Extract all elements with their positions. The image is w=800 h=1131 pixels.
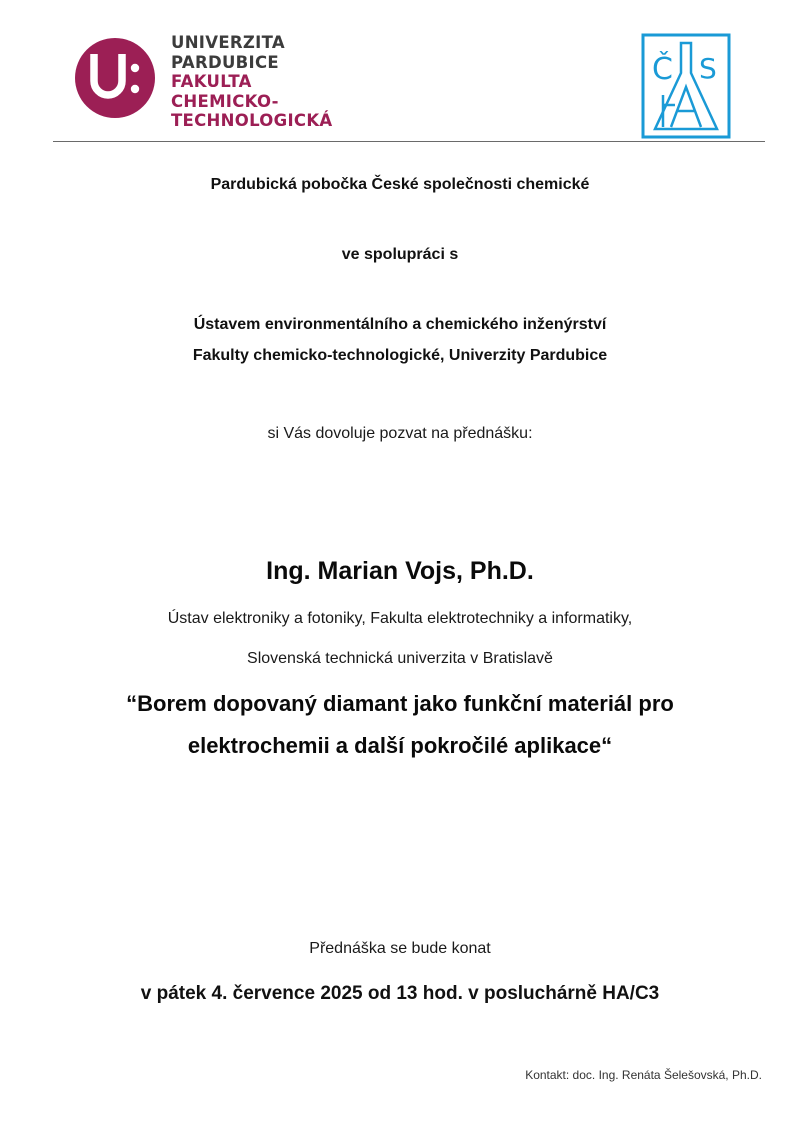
organizer: Pardubická pobočka České společnosti chemické bbox=[210, 176, 590, 193]
chemical-society-logo-icon bbox=[641, 33, 731, 139]
logo-line-2: PARDUBICE bbox=[171, 52, 279, 72]
invite-text: si Vás dovoluje pozvat na přednášku: bbox=[267, 425, 533, 442]
university-logo-text bbox=[171, 33, 332, 131]
university-logo-icon bbox=[74, 37, 156, 119]
chemical-society-logo bbox=[641, 33, 731, 139]
institute-line-2: Fakulty chemicko-technologické, Univerzity Pardubice bbox=[192, 347, 608, 364]
event-intro: Přednáška se bude konat bbox=[309, 940, 491, 957]
institute-line-1: Ústavem environmentálního a chemického inženýrství bbox=[193, 316, 607, 333]
cooperation-text: ve spolupráci s bbox=[341, 246, 459, 263]
lecture-title-line-1: “Borem dopovaný diamant jako funkční materiál pro bbox=[126, 691, 674, 716]
logo-line-5: TECHNOLOGICKÁ bbox=[171, 111, 333, 130]
logo-line-1: UNIVERZITA bbox=[171, 33, 285, 52]
svg-text:Č: Č bbox=[652, 52, 673, 87]
lecture-title-line-2: elektrochemii a další pokročilé aplikace“ bbox=[187, 733, 613, 758]
event-date-place: v pátek 4. července 2025 od 13 hod. v posluchárně HA/C3 bbox=[140, 983, 660, 1004]
logo-line-3: FAKULTA bbox=[171, 72, 252, 91]
affiliation-line-1: Ústav elektroniky a fotoniky, Fakulta elektrotechniky a informatiky, bbox=[167, 610, 633, 627]
affiliation-line-2: Slovenská technická univerzita v Bratislavě bbox=[247, 650, 553, 667]
speaker-name: Ing. Marian Vojs, Ph.D. bbox=[266, 557, 534, 585]
contact-info: Kontakt: doc. Ing. Renáta Šelešovská, Ph.D. bbox=[525, 1068, 762, 1082]
svg-text:S: S bbox=[699, 52, 717, 85]
university-logo bbox=[74, 33, 354, 143]
logo-line-4: CHEMICKO- bbox=[171, 91, 279, 111]
header-divider bbox=[53, 141, 765, 142]
